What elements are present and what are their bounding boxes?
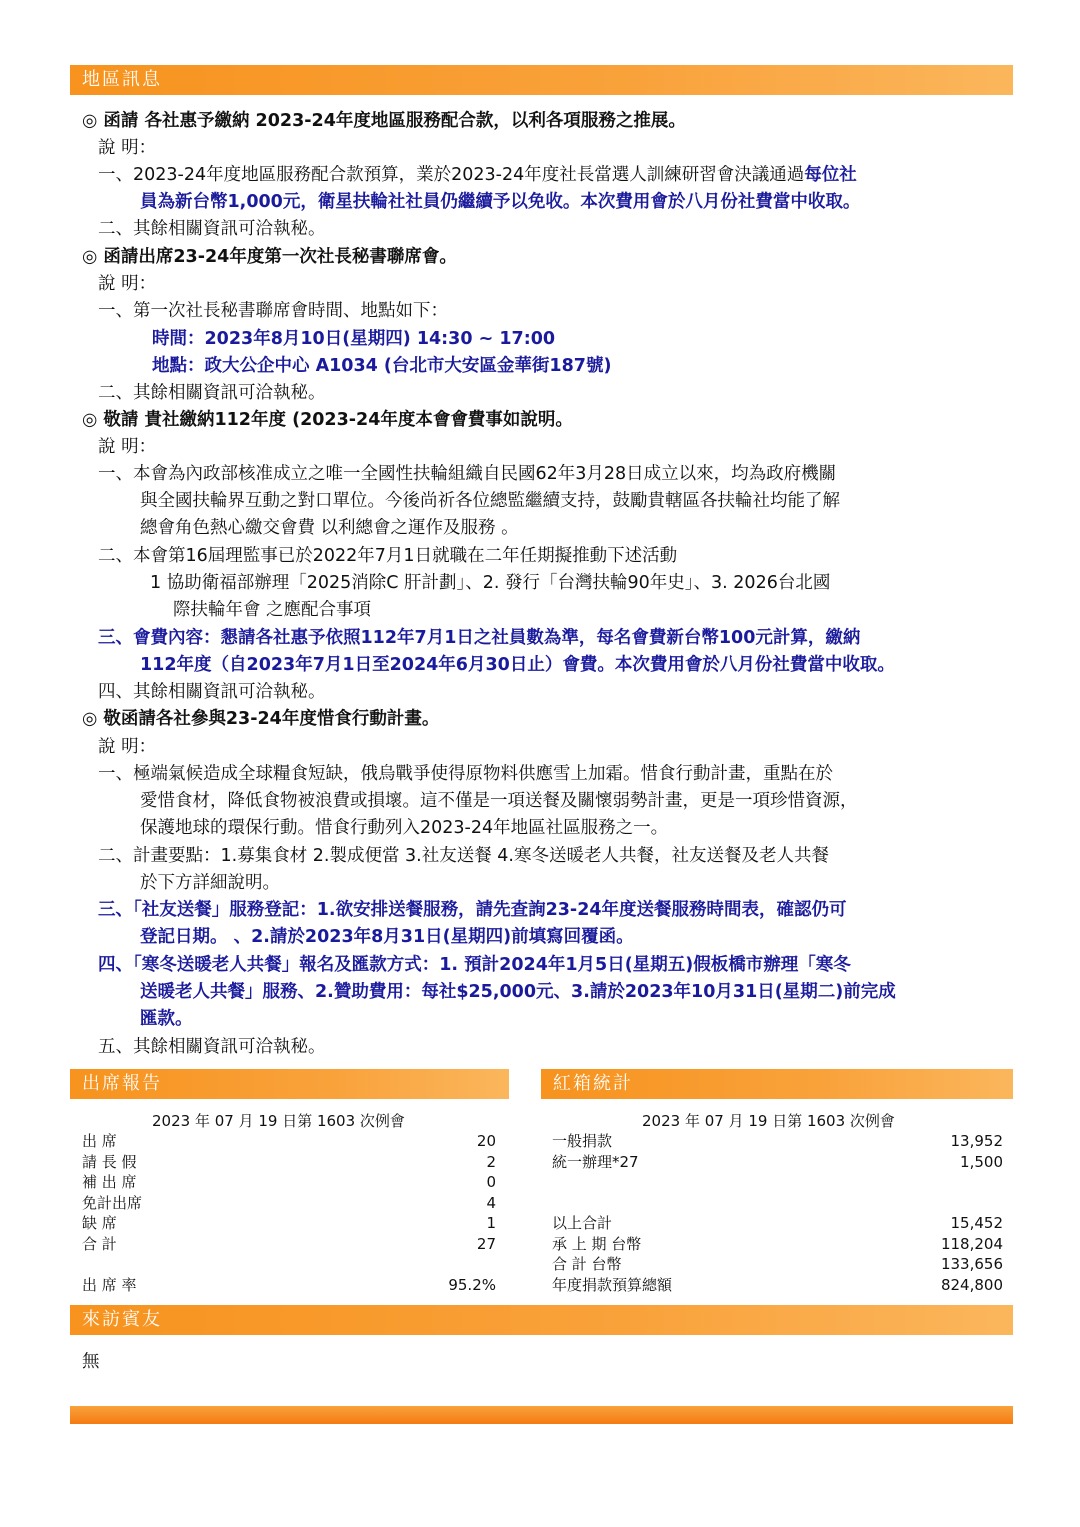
item4-point2-line1: 二、計畫要點：1.募集食材 2.製成便當 3.社友送餐 4.寒冬送暖老人共餐，社友送餐及老人共餐 [98, 846, 829, 866]
item3-point2-line2: 1 協助衛福部辦理「2025消除C 肝計劃」、2. 發行「台灣扶輪90年史」、3. 2026台北國 [150, 573, 831, 593]
item3-point1-line2: 與全國扶輪界互動之對口單位。今後尚祈各位總監繼續支持，鼓勵貴轄區各扶輪社均能了解 [140, 491, 840, 511]
red-box-value-budget: 824,800 [940, 1276, 1003, 1294]
red-box-value-previous: 118,204 [940, 1235, 1003, 1253]
attendance-header: 出席報告 [70, 1069, 509, 1099]
visitors-header: 來訪賓友 [70, 1305, 1013, 1335]
item3-point4: 四、其餘相關資訊可洽執秘。 [98, 682, 326, 702]
item3-point3-line1: 三、會費內容：懇請各社惠予依照112年7月1日之社員數為準，每名會費新台幣100元計算，繳納 [98, 628, 861, 648]
item4-point4-line1: 四、「寒冬送暖老人共餐」報名及匯款方式：1. 預計2024年1月5日(星期五)假板橋市辦理「寒冬 [98, 955, 851, 975]
item2-point2: 二、其餘相關資訊可洽執秘。 [98, 383, 326, 403]
red-box-label-unified: 統一辦理*27 [552, 1153, 639, 1171]
item4-point1-line1: 一、極端氣候造成全球糧食短缺，俄烏戰爭使得原物料供應雪上加霜。惜食行動計畫，重點在於 [98, 764, 833, 784]
item3-title: ◎ 敬請 貴社繳納112年度 (2023-24年度本會會費事如說明。 [82, 410, 573, 430]
item3-point2-line1: 二、本會第16屆理監事已於2022年7月1日就職在二年任期擬推動下述活動 [98, 546, 678, 566]
item4-point1-line2: 愛惜食材，降低食物被浪費或損壞。這不僅是一項送餐及關懷弱勢計畫，更是一項珍惜資源， [140, 791, 858, 811]
item2-place: 地點：政大公企中心 A1034 (台北市大安區金華街187號) [152, 356, 612, 376]
red-box-meeting: 2023 年 07 月 19 日第 1603 次例會 [642, 1112, 895, 1130]
item3-point1-line3: 總會角色熱心繳交會費 以利總會之運作及服務 。 [140, 518, 519, 538]
attendance-rate-label: 出 席 率 [82, 1276, 137, 1294]
item4-point2-line2: 於下方詳細說明。 [140, 873, 280, 893]
item1-label: 說 明： [98, 138, 157, 158]
attendance-value-long-leave: 2 [486, 1153, 496, 1171]
item4-point4-line3: 匯款。 [140, 1009, 193, 1029]
attendance-value-present: 20 [476, 1132, 496, 1150]
attendance-value-makeup: 0 [486, 1173, 496, 1191]
item1-point2: 二、其餘相關資訊可洽執秘。 [98, 219, 326, 239]
red-box-header: 紅箱統計 [541, 1069, 1013, 1099]
item2-point1: 一、第一次社長秘書聯席會時間、地點如下： [98, 301, 448, 321]
item2-title: ◎ 函請出席23-24年度第一次社長秘書聯席會。 [82, 247, 457, 267]
item4-point1-line3: 保護地球的環保行動。惜食行動列入2023-24年地區社區服務之一。 [140, 818, 669, 838]
item1-point1-line1 [98, 163, 857, 187]
attendance-label-present: 出 席 [82, 1132, 117, 1150]
attendance-meeting: 2023 年 07 月 19 日第 1603 次例會 [152, 1112, 405, 1130]
item4-point3-line1: 三、「社友送餐」服務登記：1.欲安排送餐服務，請先查詢23-24年度送餐服務時間表，確認仍可 [98, 900, 847, 920]
attendance-rate-value: 95.2% [448, 1276, 496, 1294]
item4-point4-line2: 送暖老人共餐」服務、2.贊助費用：每社$25,000元、3.請於2023年10月31日(星期二)前完成 [140, 982, 896, 1002]
attendance-label-long-leave: 請 長 假 [82, 1153, 137, 1171]
item1-title: ◎ 函請 各社惠予繳納 2023-24年度地區服務配合款，以利各項服務之推展。 [82, 111, 686, 131]
item3-point2-line3: 際扶輪年會 之應配合事項 [173, 600, 372, 620]
district-news-header: 地區訊息 [70, 65, 1013, 95]
footer-bar [70, 1406, 1013, 1424]
attendance-label-exempt: 免計出席 [82, 1194, 143, 1212]
red-box-value-general: 13,952 [950, 1132, 1003, 1150]
attendance-value-total: 27 [476, 1235, 496, 1253]
attendance-value-absent: 1 [486, 1214, 496, 1232]
item3-point1-line1: 一、本會為內政部核准成立之唯一全國性扶輪組織自民國62年3月28日成立以來，均為政府機關 [98, 464, 837, 484]
item4-point5: 五、其餘相關資訊可洽執秘。 [98, 1037, 326, 1057]
item4-title: ◎ 敬函請各社參與23-24年度惜食行動計畫。 [82, 709, 440, 729]
visitors-text: 無 [82, 1352, 100, 1372]
item1-point1-emphasis: 每位社 [804, 165, 857, 185]
red-box-value-unified: 1,500 [960, 1153, 1003, 1171]
item1-point1-line2: 員為新台幣1,000元，衛星扶輪社社員仍繼續予以免收。本次費用會於八月份社費當中收取。 [140, 192, 861, 212]
red-box-label-total: 合 計 台幣 [552, 1255, 622, 1273]
item4-label: 說 明： [98, 737, 157, 757]
item3-point3-line2: 112年度（自2023年7月1日至2024年6月30日止）會費。本次費用會於八月份社費當中收取。 [140, 655, 895, 675]
red-box-label-general: 一般捐款 [552, 1132, 613, 1150]
attendance-label-makeup: 補 出 席 [82, 1173, 137, 1191]
red-box-value-total: 133,656 [940, 1255, 1003, 1273]
red-box-label-previous: 承 上 期 台幣 [552, 1235, 642, 1253]
item4-point3-line2: 登記日期。 、2.請於2023年8月31日(星期四)前填寫回覆函。 [140, 927, 634, 947]
item2-label: 說 明： [98, 274, 157, 294]
item2-time: 時間：2023年8月10日(星期四) 14:30 ~ 17:00 [152, 329, 556, 349]
red-box-label-budget: 年度捐款預算總額 [552, 1276, 673, 1294]
attendance-label-total: 合 計 [82, 1235, 117, 1253]
item1-point1-text: 一、2023-24年度地區服務配合款預算，業於2023-24年度社長當選人訓練研習會決議通過 [98, 165, 805, 185]
attendance-label-absent: 缺 席 [82, 1214, 117, 1232]
item3-label: 說 明： [98, 437, 157, 457]
red-box-label-subtotal: 以上合計 [552, 1214, 613, 1232]
attendance-value-exempt: 4 [486, 1194, 496, 1212]
red-box-value-subtotal: 15,452 [950, 1214, 1003, 1232]
